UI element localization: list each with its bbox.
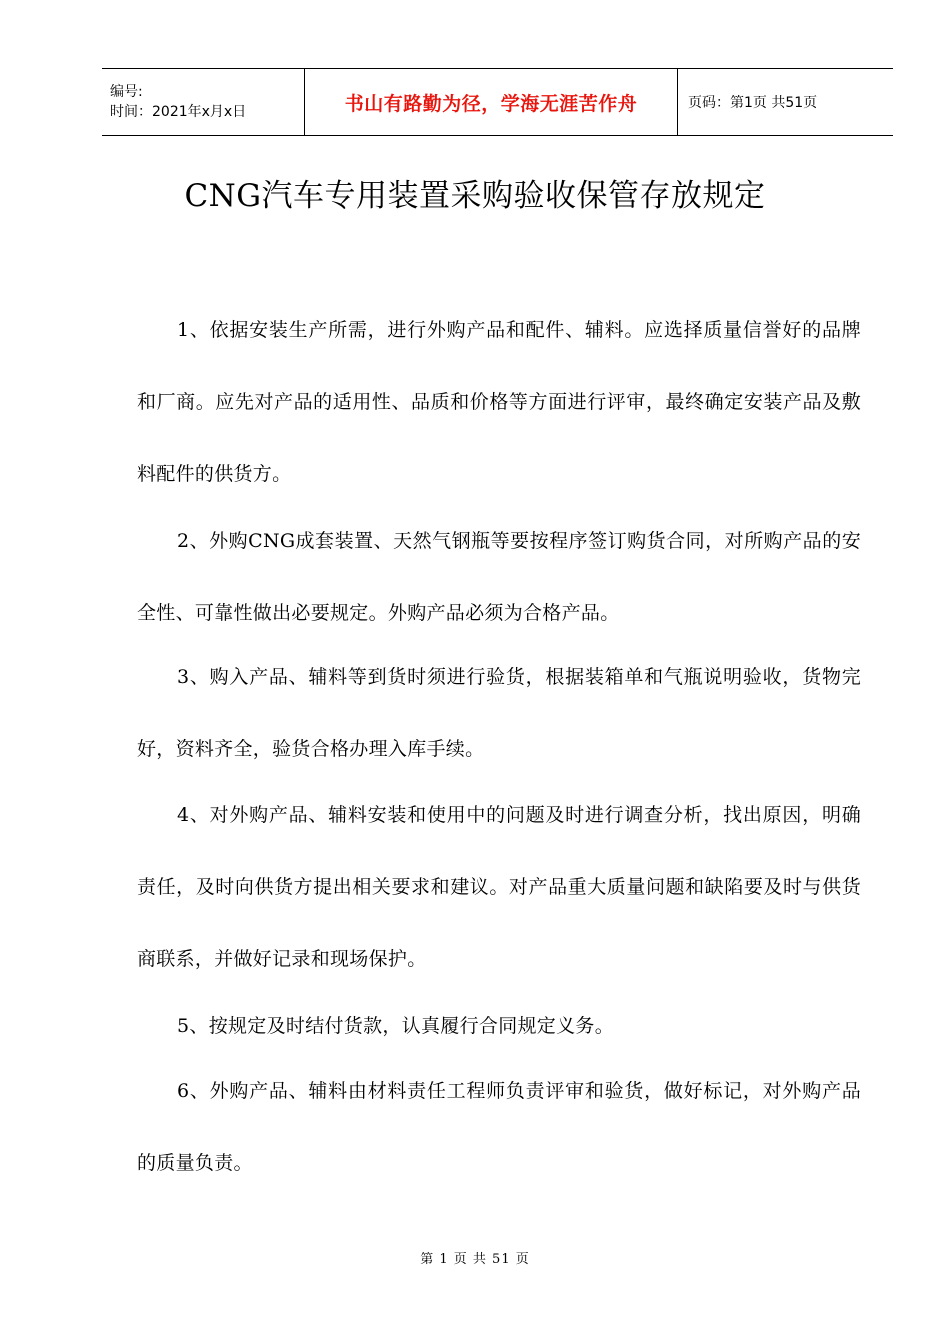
paragraph-3: 3、购入产品、辅料等到货时须进行验货，根据装箱单和气瓶说明验收，货物完好，资料齐全，验货合格办理入库手续。 bbox=[137, 666, 861, 760]
document-header bbox=[102, 68, 893, 136]
paragraph-2: 2、外购CNG成套装置、天然气钢瓶等要按程序签订购货合同，对所购产品的安全性、可靠性做出必要规定。外购产品必须为合格产品。 bbox=[137, 530, 861, 624]
page-footer: 第 1 页 共 51 页 bbox=[420, 1252, 530, 1267]
page-title: CNG汽车专用装置采购验收保管存放规定 bbox=[184, 178, 766, 214]
paragraph-6: 6、外购产品、辅料由材料责任工程师负责评审和验货，做好标记，对外购产品的质量负责。 bbox=[137, 1080, 861, 1174]
header-meta bbox=[102, 69, 304, 135]
paragraph-5: 5、按规定及时结付货款，认真履行合同规定义务。 bbox=[177, 1015, 614, 1037]
motto-text: 书山有路勤为径，学海无涯苦作舟 bbox=[344, 92, 638, 115]
paragraph-1: 1、依据安装生产所需，进行外购产品和配件、辅料。应选择质量信誉好的品牌和厂商。应先对产品的适用性、品质和价格等方面进行评审，最终确定安装产品及敷料配件的供货方。 bbox=[137, 319, 861, 485]
header-motto-cell bbox=[304, 69, 678, 135]
time-label: 时间：2021年x月x日 bbox=[110, 104, 247, 120]
paragraph-4: 4、对外购产品、辅料安装和使用中的问题及时进行调查分析，找出原因，明确责任，及时向供货方提出相关要求和建议。对产品重大质量问题和缺陷要及时与供货商联系，并做好记录和现场保护。 bbox=[137, 804, 861, 970]
number-label: 编号: bbox=[110, 84, 143, 100]
page-info-text: 页码：第1页 共51页 bbox=[688, 95, 818, 111]
header-page-info bbox=[678, 69, 893, 135]
